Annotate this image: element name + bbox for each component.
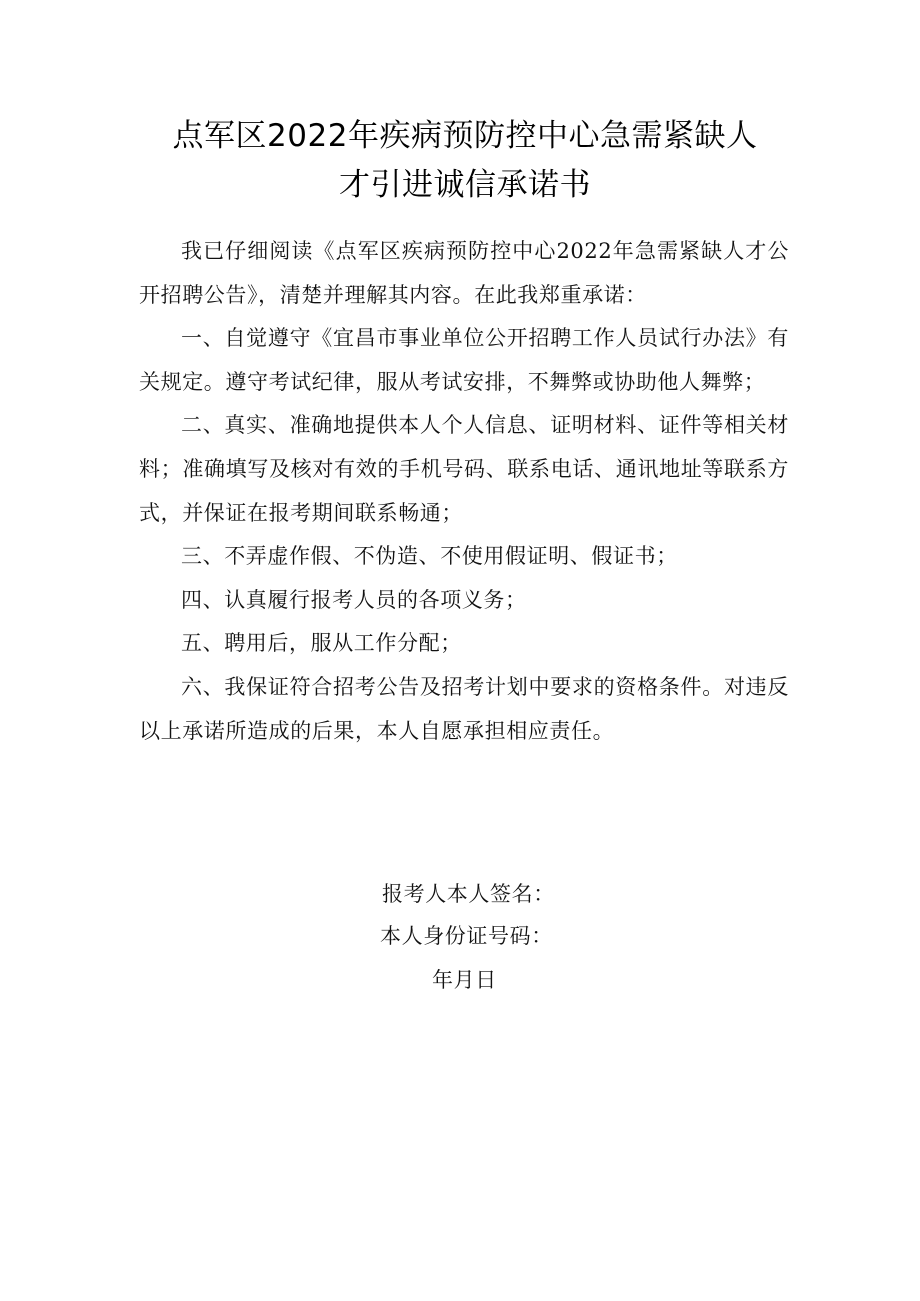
date-label: 年月日 [432, 968, 497, 992]
paragraph-pledge-4: 四、认真履行报考人员的各项义务； [181, 587, 527, 612]
document-title-line-1: 点军区2022年疾病预防控中心急需紧缺人 [172, 118, 758, 154]
document-title-line-2: 才引进诚信承诺书 [339, 167, 591, 203]
paragraph-pledge-2: 二、真实、准确地提供本人个人信息、证明材料、证件等相关材料；准确填写及核对有效的手机号码、联系电话、通讯地址等联系方式，并保证在报考期间联系畅通； [139, 413, 789, 525]
id-number-label: 本人身份证号码： [380, 924, 553, 948]
paragraph-pledge-6: 六、我保证符合招考公告及招考计划中要求的资格条件。对违反以上承诺所造成的后果，本人自愿承担相应责任。 [139, 674, 789, 743]
paragraph-pledge-3: 三、不弄虚作假、不伪造、不使用假证明、假证书； [181, 544, 678, 569]
paragraph-pledge-5: 五、聘用后，服从工作分配； [181, 631, 462, 656]
paragraph-intro: 我已仔细阅读《点军区疾病预防控中心2022年急需紧缺人才公开招聘公告》，清楚并理解其内容。在此我郑重承诺： [139, 239, 789, 307]
document-body [139, 230, 789, 753]
paragraph-pledge-1: 一、自觉遵守《宜昌市事业单位公开招聘工作人员试行办法》有关规定。遵守考试纪律，服从考试安排，不舞弊或协助他人舞弊； [139, 326, 789, 394]
signature-label: 报考人本人签名： [382, 882, 555, 906]
